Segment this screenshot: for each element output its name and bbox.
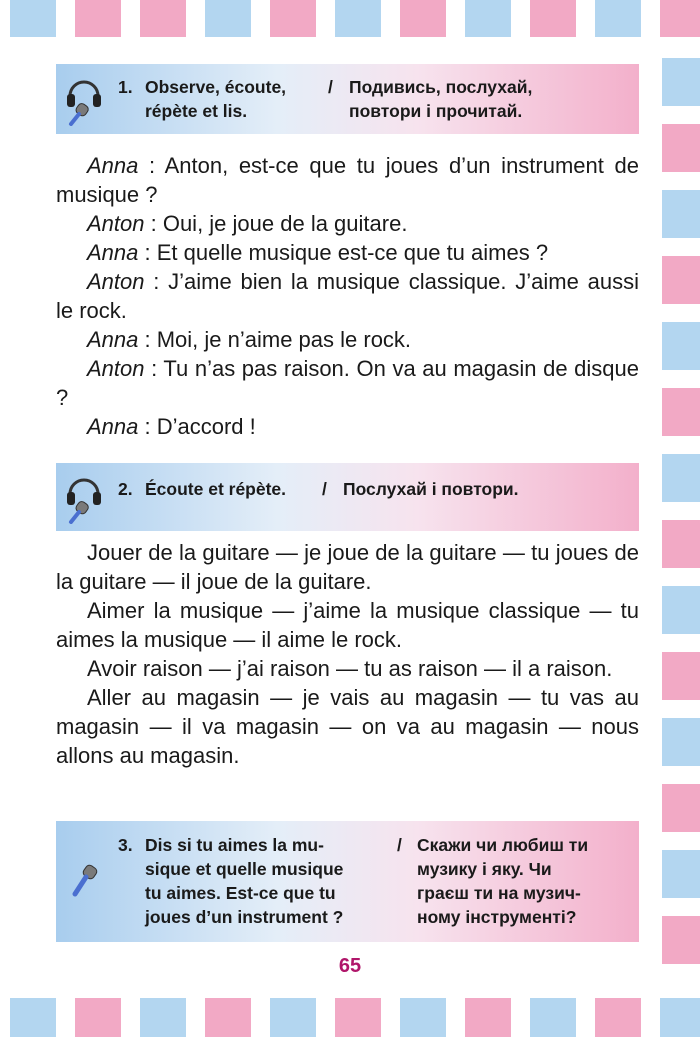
dialogue-line <box>56 209 639 238</box>
border-square <box>660 0 700 37</box>
border-square <box>662 256 700 304</box>
exercise-paragraph: Jouer de la guitare — je joue de la guitare — tu joues de la guitare — il joue de la guitare. <box>56 540 639 594</box>
border-square <box>660 998 700 1037</box>
border-square <box>75 998 121 1037</box>
border-square <box>140 998 186 1037</box>
border-square <box>595 0 641 37</box>
line-text: : Tu n’as pas raison. On va au magasin de disque ? <box>56 356 639 410</box>
dialogue-line <box>56 325 639 354</box>
border-square <box>530 0 576 37</box>
border-square <box>270 998 316 1037</box>
exercise-paragraph: Avoir raison — j’ai raison — tu as raison — il a raison. <box>87 656 613 681</box>
instruction-line: ному інструменті? <box>417 907 577 927</box>
line-text: : Oui, je joue de la guitare. <box>144 211 408 236</box>
border-square <box>335 998 381 1037</box>
headphones-microphone-icon[interactable] <box>64 74 104 132</box>
exercise-paragraph: Aimer la musique — j’aime la musique classique — tu aimes la musique — il aime le rock. <box>56 598 639 652</box>
task-instruction-fr: Écoute et répète. <box>145 479 287 499</box>
border-square <box>140 0 186 37</box>
border-square <box>662 586 700 634</box>
border-square <box>662 718 700 766</box>
border-square <box>662 520 700 568</box>
instruction-line: Скажи чи любиш ти <box>417 835 589 855</box>
border-square <box>75 0 121 37</box>
microphone-icon[interactable] <box>70 863 100 905</box>
instruction-line: музику і яку. Чи <box>417 859 552 879</box>
instruction-line: Подивись, послухай, <box>349 77 533 97</box>
border-square <box>10 0 56 37</box>
speaker-name: Anton <box>87 211 145 236</box>
instruction-line: граєш ти на музич- <box>417 883 581 903</box>
instruction-line: Observe, écoute, <box>145 77 287 97</box>
border-square <box>662 322 700 370</box>
speaker-name: Anna <box>87 153 139 178</box>
dialogue-line <box>56 151 639 209</box>
border-square <box>662 388 700 436</box>
instruction-line: répète et lis. <box>145 101 248 121</box>
line-text: : Et quelle musique est-ce que tu aimes ? <box>138 240 549 265</box>
separator: / <box>397 835 402 855</box>
instruction-line: joues d’un instrument ? <box>145 907 344 927</box>
speaker-name: Anna <box>87 327 139 352</box>
border-square <box>662 190 700 238</box>
dialogue-line <box>56 267 639 325</box>
speaker-name: Anna <box>87 240 139 265</box>
dialogue-line <box>56 412 639 441</box>
separator: / <box>328 77 333 97</box>
border-square <box>530 998 576 1037</box>
instruction-line: повтори і прочитай. <box>349 101 523 121</box>
border-square <box>205 998 251 1037</box>
task-3-header <box>56 821 639 942</box>
task-instruction-fr <box>145 75 286 123</box>
border-square <box>400 998 446 1037</box>
task-instruction-ua <box>417 833 588 929</box>
speaker-name: Anna <box>87 414 139 439</box>
task-1-header <box>56 64 639 134</box>
separator: / <box>322 479 327 499</box>
line-text: : D’accord ! <box>138 414 256 439</box>
border-square <box>465 998 511 1037</box>
border-square <box>205 0 251 37</box>
exercise <box>56 538 639 770</box>
border-square <box>10 998 56 1037</box>
task-instruction-fr <box>145 833 343 929</box>
task-instruction-ua: Послухай і повтори. <box>343 479 519 499</box>
task-number: 3. <box>118 835 133 855</box>
line-text: : Anton, est-ce que tu joues d’un instrument de musique ? <box>56 153 639 207</box>
border-square <box>270 0 316 37</box>
task-2-header <box>56 463 639 531</box>
task-number: 2. <box>118 479 133 499</box>
dialogue-line <box>56 238 639 267</box>
border-square <box>400 0 446 37</box>
page-number: 65 <box>338 955 362 977</box>
dialogue <box>56 151 639 441</box>
dialogue-line <box>56 354 639 412</box>
border-square <box>595 998 641 1037</box>
exercise-paragraph: Aller au magasin — je vais au magasin — tu vas au magasin — il va magasin — on va au magasin — nous allons au magasin. <box>56 685 639 768</box>
line-text: : Moi, je n’aime pas le rock. <box>138 327 412 352</box>
border-square <box>662 850 700 898</box>
border-square <box>335 0 381 37</box>
instruction-line: Dis si tu aimes la mu- <box>145 835 324 855</box>
speaker-name: Anton <box>87 269 145 294</box>
task-number: 1. <box>118 77 133 97</box>
speaker-name: Anton <box>87 356 145 381</box>
border-square <box>465 0 511 37</box>
border-square <box>662 784 700 832</box>
border-square <box>662 58 700 106</box>
instruction-line: sique et quelle musique <box>145 859 344 879</box>
task-instruction-ua <box>349 75 532 123</box>
border-square <box>662 454 700 502</box>
border-square <box>662 124 700 172</box>
border-square <box>662 652 700 700</box>
instruction-line: tu aimes. Est-ce que tu <box>145 883 336 903</box>
line-text: : J’aime bien la musique classique. J’aime aussi le rock. <box>56 269 639 323</box>
headphones-microphone-icon[interactable] <box>64 472 104 530</box>
